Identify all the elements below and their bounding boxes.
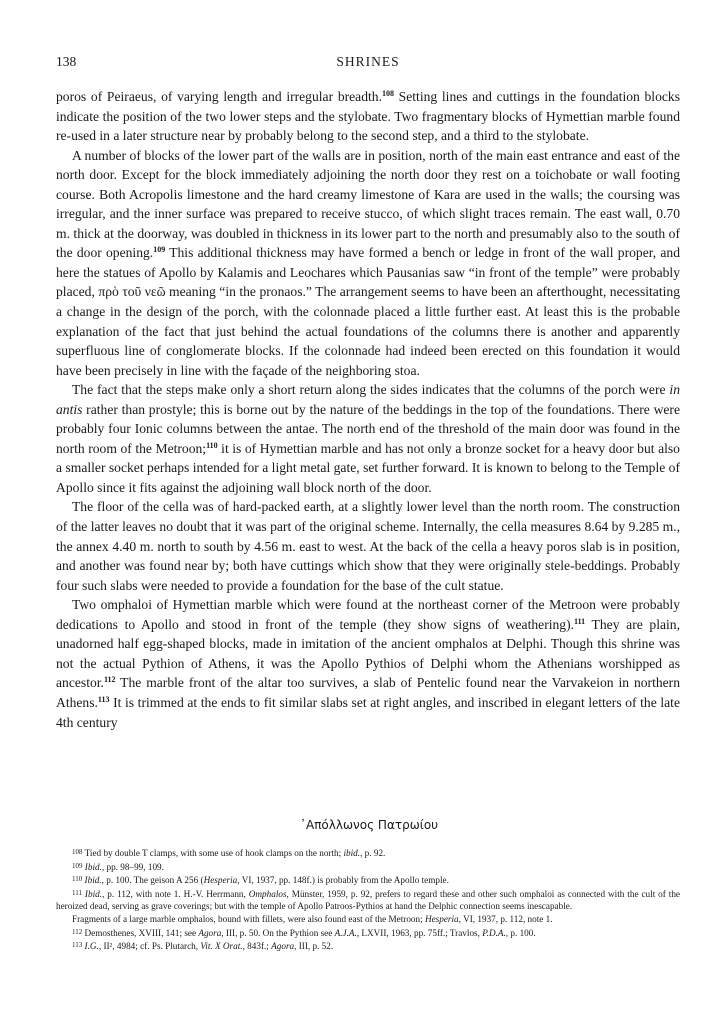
text-run: This additional thickness may have formed a bench or ledge in front of the wall proper, and here the statues of Apollo by Kalamis and Leochares which Pausanias saw “in front of the temple” were probably placed, πρὸ τοῦ νεῶ meaning “in the pronaos.” The arrangement seems to have been an afterthought, necessitating a change in the design of the porch, with the colonnade placed a little further east. At least this is the probable explanation of the fact that just behind the actual foundations of the columns there is another and apparently superfluous line of conglomerate blocks. If the colonnade had indeed been erected on this foundation it would have been precisely in line with the façade of the neighboring stoa. <box>56 245 681 378</box>
paragraph <box>56 380 680 497</box>
footnote-number: 113 <box>72 941 83 950</box>
text-run: , p. 100. <box>505 927 536 938</box>
greek-inscription: ᾿Απόλλωνος Πατρωίου <box>300 818 439 832</box>
footnote-ref: 110 <box>206 440 218 450</box>
italic-text: Hesperia <box>424 913 459 924</box>
footnote <box>56 873 680 887</box>
italic-text: Vit. X Orat. <box>200 941 243 952</box>
paragraph <box>56 497 680 595</box>
text-run: It is trimmed at the ends to fit similar slabs set at right angles, and inscribed in elegant letters of the late 4th century <box>56 694 680 730</box>
footnotes <box>56 846 680 953</box>
text-run: Fragments of a large marble omphalos, bound with fillets, were also found east of the Metroon; <box>72 913 425 924</box>
text-run: , III, p. 50. On the Pythion see <box>221 927 335 938</box>
italic-text: Agora <box>271 941 295 952</box>
footnote <box>56 887 680 913</box>
italic-text: A.J.A. <box>334 927 357 938</box>
text-run: Demosthenes, XVIII, 141; see <box>82 927 199 938</box>
text-run: , VI, 1937, p. 112, note 1. <box>458 913 553 924</box>
page-number: 138 <box>56 54 77 69</box>
text-run: , p. 100. The geison A 256 ( <box>101 875 204 886</box>
italic-text: Ibid. <box>84 861 102 872</box>
footnote <box>56 913 680 926</box>
footnote <box>56 846 680 860</box>
text-run: , VI, 1937, pp. 148f.) is probably from the Apollo temple. <box>237 875 449 886</box>
text-run: They are plain, unadorned half egg-shaped blocks, made in imitation of the ancient omphalos at Delphi. Though this shrine was not the actual Pythion of Athens, it was the Apollo Pythios of Delphi whom the Athenians worshipped as ancestor. <box>56 616 680 691</box>
footnote <box>56 926 680 940</box>
text-run: The fact that the steps make only a short return along the sides indicates that the columns of the porch were <box>72 382 670 398</box>
text-run: , LXVII, 1963, pp. 75ff.; Travlos, <box>356 927 483 938</box>
paragraph <box>56 146 680 381</box>
italic-text: Ibid. <box>84 888 103 899</box>
italic-text: ibid. <box>343 848 361 858</box>
italic-text: Ibid. <box>84 875 102 886</box>
text-run: Two omphaloi of Hymettian marble which were found at the northeast corner of the Metroon were probably dedications to Apollo and stood in front of the temple (they show signs of weathering). <box>56 597 680 632</box>
italic-text: Hesperia <box>203 875 238 886</box>
text-run: , p. 112, with note 1. H.-V. Herrmann, <box>102 888 249 899</box>
footnote-number: 108 <box>72 848 83 856</box>
footnote-ref: 111 <box>574 616 586 626</box>
text-run: , 843f.; <box>242 941 272 952</box>
text-run: The marble front of the altar too survives, a slab of Pentelic found near the Varvakeion in northern Athens. <box>56 675 680 710</box>
footnote-ref: 108 <box>381 89 394 98</box>
footnote-number: 110 <box>72 875 83 884</box>
running-header <box>56 54 680 74</box>
footnote-number: 112 <box>72 927 83 936</box>
italic-text: Omphalos <box>248 888 287 899</box>
text-run: , Münster, 1959, p. 92, prefers to regard these and other such omphaloi as connected with the cult of the heroized dead, serving as grave coverings; but with the temple of Apollo Patroos-Pythios at hand the Delphic connection seems inescapable. <box>56 888 680 912</box>
body-text <box>56 87 680 732</box>
footnote-ref: 112 <box>103 675 116 685</box>
italic-text: I.G. <box>84 941 99 952</box>
text-run: The floor of the cella was of hard-packed earth, at a slightly lower level than the north room. The construction of the latter leaves no doubt that it was part of the original scheme. Internally, the cella measures 8.64 by 9.285 m., the annex 4.40 m. north to south by 4.56 m. east to west. At the back of the cella a heavy poros slab is in position, and another was found near by; both have cuttings which show that they were originally stele-beddings. Probably four such slabs were needed to provide a foundation for the base of the cult statue. <box>56 499 680 593</box>
footnote-number: 109 <box>72 861 83 870</box>
paragraph <box>56 87 680 146</box>
text-run: , III, p. 52. <box>294 941 334 952</box>
text-run: , II², 4984; cf. Ps. Plutarch, <box>98 941 201 952</box>
text-run: Setting lines and cuttings in the foundation blocks indicate the position of the two lower steps and the stylobate. Two fragmentary blocks of Hymettian marble found re-used in a later structure near by probably belong to the second step, and a third to the stylobate. <box>56 89 681 144</box>
text-run: Tied by double T clamps, with some use of hook clamps on the north; <box>82 848 344 858</box>
italic-text: in antis <box>56 382 680 417</box>
text-run: rather than prostyle; this is borne out by the nature of the beddings in the top of the foundations. There were probably four Ionic columns between the antae. The north end of the threshold of the main door was found in the north room of the Metroon; <box>56 401 680 456</box>
running-title: SHRINES <box>336 54 400 69</box>
footnote <box>56 939 680 953</box>
italic-text: P.D.A. <box>482 927 506 938</box>
italic-text: Agora <box>198 927 222 938</box>
text-run: poros of Peiraeus, of varying length and irregular breadth. <box>56 89 382 104</box>
footnote <box>56 860 680 874</box>
footnote-number: 111 <box>72 888 82 897</box>
text-run: it is of Hymettian marble and has not only a bronze socket for a heavy door but also a smaller socket perhaps intended for a light metal gate, set further forward. It is known to belong to the Temple of Apollo since it fits against the adjoining wall block north of the door. <box>56 440 680 495</box>
text-run: A number of blocks of the lower part of the walls are in position, north of the main east entrance and east of the north door. Except for the block immediately adjoining the north door they rest on a toichobate or wall footing course. Both Acropolis limestone and the hard creamy limestone of Kara are used in the walls; the coursing was irregular, and the inner surface was prepared to receive stucco, of which slight traces remain. The east wall, 0.70 m. thick at the doorway, was doubled in thickness in its lower part to the north and presumably also to the south of the door opening. <box>56 147 680 261</box>
footnote-ref: 109 <box>153 245 166 255</box>
text-run: , p. 92. <box>360 848 386 858</box>
footnote-ref: 113 <box>97 694 110 704</box>
paragraph <box>56 595 680 732</box>
text-run: , pp. 98–99, 109. <box>101 861 164 872</box>
